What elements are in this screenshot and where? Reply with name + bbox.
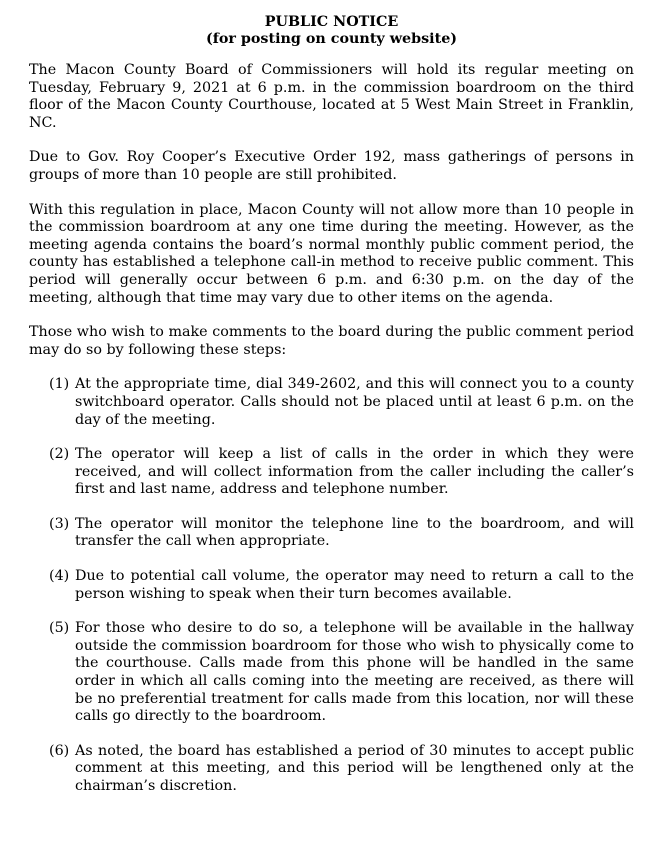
step-item: [49, 516, 634, 551]
step-number: (2): [49, 446, 70, 463]
step-number: (4): [49, 568, 70, 585]
step-text: The operator will monitor the telephone line to the boardroom, and will transfer the call when appropriate.: [75, 515, 634, 550]
paragraph-call-in-method: With this regulation in place, Macon County will not allow more than 10 people in the commission boardroom at any one time during the meeting. However, as the meeting agenda contains the board’s normal monthly public comment period, the county has established a telephone call-in method to receive public comment. This period will generally occur between 6 p.m. and 6:30 p.m. on the day of the meeting, although that time may vary due to other items on the agenda.: [29, 201, 634, 306]
step-text: For those who desire to do so, a telephone will be available in the hallway outside the commission boardroom for those who wish to physically come to the courthouse. Calls made from this phone will be handled in the same order in which all calls coming into the meeting are received, as there will be no preferential treatment for calls made from this location, nor will these calls go directly to the boardroom.: [75, 620, 634, 725]
step-item: [49, 620, 634, 726]
step-item: [49, 568, 634, 603]
step-number: (3): [49, 515, 70, 532]
step-text: As noted, the board has established a period of 30 minutes to accept public comment at this meeting, and this period will be lengthened only at the chairman’s discretion.: [75, 742, 634, 794]
step-number: (6): [49, 742, 70, 759]
step-number: (5): [49, 620, 70, 637]
step-item: [49, 446, 634, 499]
steps-list: [29, 376, 634, 795]
paragraph-meeting-info: The Macon County Board of Commissioners will hold its regular meeting on Tuesday, February 9, 2021 at 6 p.m. in the commission boardroom on the third floor of the Macon County Courthouse, located at 5 West Main Street in Franklin, NC.: [29, 62, 634, 131]
step-number: (1): [49, 376, 70, 393]
step-text: At the appropriate time, dial 349-2602, and this will connect you to a county switchboard operator. Calls should not be placed until at least 6 p.m. on the day of the meeting.: [75, 376, 634, 428]
step-text: The operator will keep a list of calls in the order in which they were received, and will collect information from the caller including the caller’s first and last name, address and telephone number.: [75, 446, 634, 498]
notice-title: PUBLIC NOTICE: [264, 14, 399, 30]
step-item: [49, 376, 634, 429]
step-text: Due to potential call volume, the operator may need to return a call to the person wishing to speak when their turn becomes available.: [75, 568, 634, 602]
step-item: [49, 743, 634, 796]
paragraph-steps-intro: Those who wish to make comments to the board during the public comment period may do so by following these steps:: [29, 324, 634, 358]
paragraph-executive-order: Due to Gov. Roy Cooper’s Executive Order 192, mass gatherings of persons in groups of more than 10 people are still prohibited.: [29, 149, 634, 183]
notice-subtitle: (for posting on county website): [205, 31, 458, 47]
